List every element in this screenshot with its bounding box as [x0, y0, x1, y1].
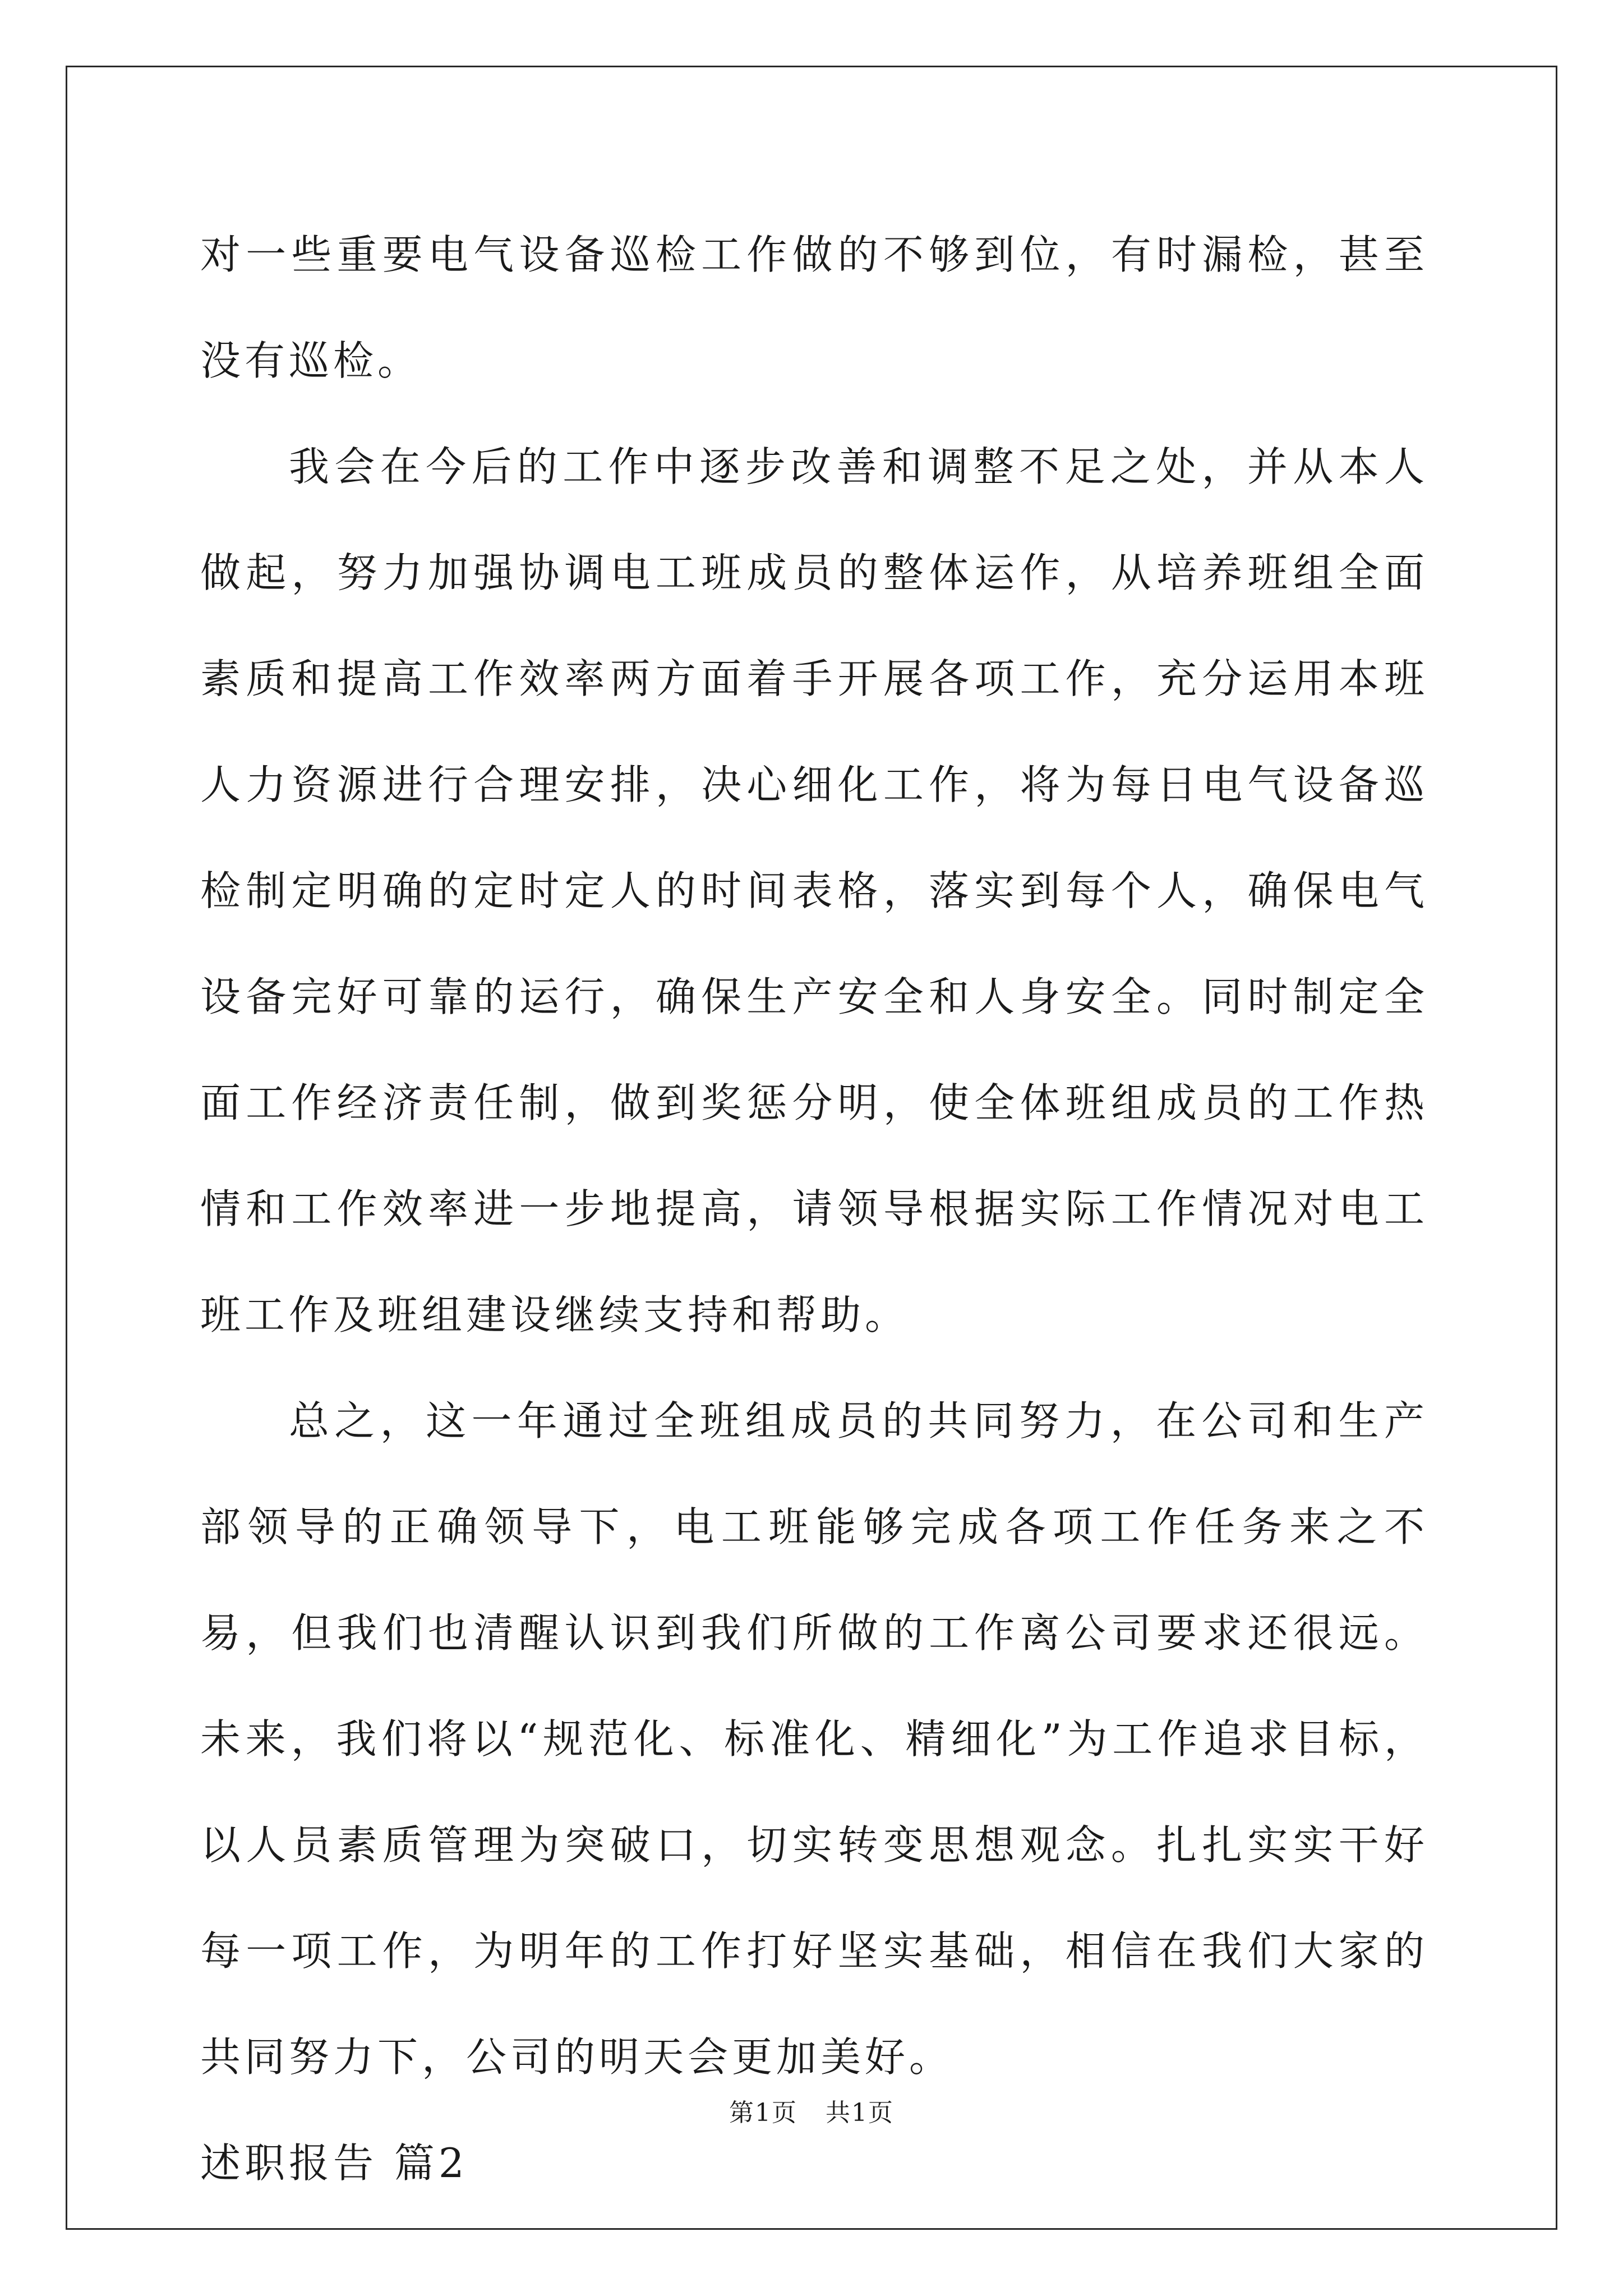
paragraph-1: 对一些重要电气设备巡检工作做的不够到位，有时漏检，甚至没有巡检。 — [200, 231, 1428, 384]
page-footer — [0, 2092, 1623, 2128]
paragraph-3: 总之，这一年通过全班组成员的共同努力，在公司和生产部领导的正确领导下，电工班能够完成各项工作任务来之不易，但我们也清醒认识到我们所做的工作离公司要求还很远。未来，我们将以“规范化、标准化、精细化”为工作追求目标，以人员素质管理为突破口，切实转变思想观念。扎扎实实干好每一项工作，为明年的工作打好坚实基础，相信在我们大家的共同努力下，公司的明天会更加美好。 — [200, 1397, 1428, 2081]
page-number: 第1页 — [729, 2099, 797, 2127]
document-body — [200, 202, 1428, 2216]
page-total: 共1页 — [826, 2099, 894, 2127]
paragraph-2: 我会在今后的工作中逐步改善和调整不足之处，并从本人做起，努力加强协调电工班成员的整体运作，从培养班组全面素质和提高工作效率两方面着手开展各项工作，充分运用本班人力资源进行合理安排，决心细化工作，将为每日电气设备巡检制定明确的定时定人的时间表格，落实到每个人，确保电气设备完好可靠的运行，确保生产安全和人身安全。同时制定全面工作经济责任制，做到奖惩分明，使全体班组成员的工作热情和工作效率进一步地提高，请领导根据实际工作情况对电工班工作及班组建设继续支持和帮助。 — [200, 443, 1428, 1338]
section-heading: 述职报告 篇2 — [200, 2139, 468, 2187]
